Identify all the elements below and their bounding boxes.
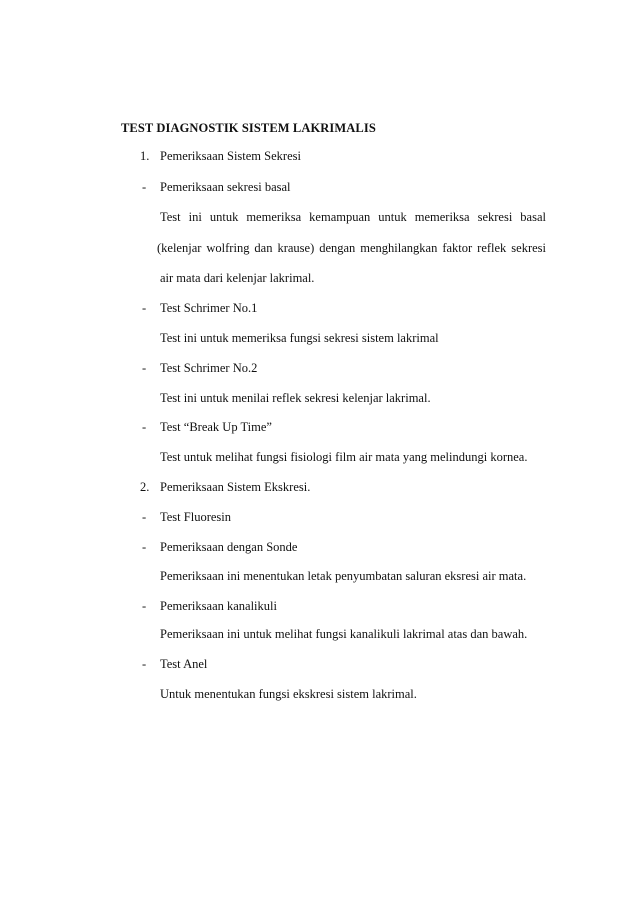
list-item-description: Test untuk melihat fungsi fisiologi film air mata yang melindungi kornea. — [160, 450, 528, 464]
list-bullet: - — [142, 510, 147, 524]
list-item-title: Test Fluoresin — [160, 510, 231, 524]
list-item-description: Pemeriksaan ini menentukan letak penyumbatan saluran eksresi air mata. — [160, 569, 527, 583]
section-heading: Pemeriksaan Sistem Sekresi — [160, 149, 301, 163]
list-item-description: Test ini untuk menilai reflek sekresi kelenjar lakrimal. — [160, 391, 431, 405]
section-number: 1. — [140, 149, 150, 163]
list-item-title: Test Schrimer No.1 — [160, 301, 258, 315]
list-item-description: Untuk menentukan fungsi ekskresi sistem lakrimal. — [160, 687, 417, 701]
list-bullet: - — [142, 540, 147, 554]
list-item-description: (kelenjar wolfring dan krause) dengan menghilangkan faktor reflek sekresi — [157, 241, 546, 255]
document-title: TEST DIAGNOSTIK SISTEM LAKRIMALIS — [121, 121, 376, 135]
section-number: 2. — [140, 480, 150, 494]
list-item-description: Pemeriksaan ini untuk melihat fungsi kanalikuli lakrimal atas dan bawah. — [160, 627, 528, 641]
list-bullet: - — [142, 599, 147, 613]
list-item-description: Test ini untuk memeriksa fungsi sekresi sistem lakrimal — [160, 331, 439, 345]
list-item-title: Test Schrimer No.2 — [160, 361, 258, 375]
list-item-description: Test ini untuk memeriksa kemampuan untuk memeriksa sekresi basal — [160, 210, 546, 224]
list-item-title: Pemeriksaan sekresi basal — [160, 180, 291, 194]
list-bullet: - — [142, 420, 147, 434]
list-item-description: air mata dari kelenjar lakrimal. — [160, 271, 315, 285]
list-bullet: - — [142, 301, 147, 315]
list-item-title: Test “Break Up Time” — [160, 420, 272, 434]
list-bullet: - — [142, 180, 147, 194]
list-bullet: - — [142, 657, 147, 671]
section-heading: Pemeriksaan Sistem Ekskresi. — [160, 480, 311, 494]
list-item-title: Pemeriksaan dengan Sonde — [160, 540, 298, 554]
list-item-title: Pemeriksaan kanalikuli — [160, 599, 277, 613]
list-item-title: Test Anel — [160, 657, 208, 671]
list-bullet: - — [142, 361, 147, 375]
